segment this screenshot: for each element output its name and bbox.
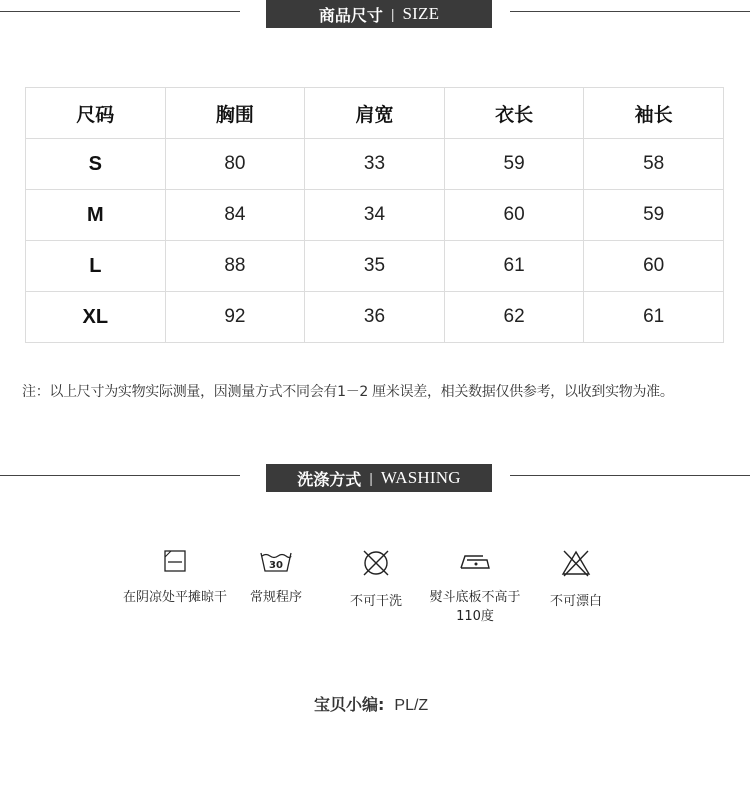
- care-item-iron: [420, 548, 530, 626]
- size-title-bar: [266, 0, 492, 28]
- header-divider-right: [510, 475, 750, 476]
- size-label: L: [26, 241, 166, 292]
- washing-section-header: [0, 464, 750, 492]
- header-divider-left: [0, 475, 240, 476]
- washing-title-cn: 洗涤方式: [297, 469, 362, 489]
- no-dry-clean-icon: [361, 548, 391, 578]
- header-divider-left: [0, 11, 240, 12]
- chest-value: 92: [165, 292, 305, 343]
- chest-value: 88: [165, 241, 305, 292]
- product-code-value: PL/Z: [394, 697, 429, 714]
- sleeve-value: 60: [584, 241, 724, 292]
- length-value: 61: [444, 241, 584, 292]
- washing-title-bar: [266, 464, 492, 492]
- size-label: S: [26, 139, 166, 190]
- shoulder-value: 36: [305, 292, 445, 343]
- chest-value: 80: [165, 139, 305, 190]
- header-size: 尺码: [26, 88, 166, 139]
- size-title-en: SIZE: [402, 4, 440, 23]
- length-value: 59: [444, 139, 584, 190]
- shoulder-value: 33: [305, 139, 445, 190]
- size-title-cn: 商品尺寸: [318, 5, 383, 25]
- size-section-header: [0, 0, 750, 28]
- table-row: [26, 241, 724, 292]
- sleeve-value: 61: [584, 292, 724, 343]
- care-item-no-bleach: [521, 548, 631, 611]
- iron-low-icon: [457, 548, 493, 574]
- wash-temperature-text: 30: [269, 560, 283, 571]
- length-value: 60: [444, 190, 584, 241]
- care-item-flat-dry: [120, 548, 230, 607]
- care-label: 不可漂白: [549, 594, 602, 609]
- care-label: 不可干洗: [349, 594, 402, 609]
- no-bleach-icon: [560, 548, 592, 578]
- length-value: 62: [444, 292, 584, 343]
- size-label: M: [26, 190, 166, 241]
- care-label: 熨斗底板不高于110度: [429, 590, 521, 624]
- product-code-label: 宝贝小编:: [314, 695, 385, 714]
- care-label: 在阴凉处平摊晾干: [122, 590, 227, 605]
- title-separator: |: [390, 6, 395, 22]
- table-row: [26, 139, 724, 190]
- wash-30-icon: [259, 548, 293, 574]
- header-sleeve: 袖长: [584, 88, 724, 139]
- size-label: XL: [26, 292, 166, 343]
- table-row: [26, 190, 724, 241]
- table-row: [26, 292, 724, 343]
- care-item-no-dry-clean: [321, 548, 431, 611]
- care-item-wash-30: [221, 548, 331, 607]
- washing-title-en: WASHING: [380, 468, 461, 487]
- header-shoulder: 肩宽: [305, 88, 445, 139]
- shoulder-value: 34: [305, 190, 445, 241]
- sleeve-value: 58: [584, 139, 724, 190]
- size-table-header-row: [26, 88, 724, 139]
- header-chest: 胸围: [165, 88, 305, 139]
- title-separator: |: [369, 470, 373, 486]
- flat-dry-shade-icon: [162, 548, 188, 574]
- chest-value: 84: [165, 190, 305, 241]
- measurement-note: 注：以上尺寸为实物实际测量，因测量方式不同会有1－2 厘米误差，相关数据仅供参考，以收到实物为准。: [22, 384, 674, 400]
- header-length: 衣长: [444, 88, 584, 139]
- header-divider-right: [510, 11, 750, 12]
- care-label: 常规程序: [249, 590, 302, 605]
- sleeve-value: 59: [584, 190, 724, 241]
- shoulder-value: 35: [305, 241, 445, 292]
- product-code: [314, 692, 428, 715]
- size-table: [25, 87, 724, 343]
